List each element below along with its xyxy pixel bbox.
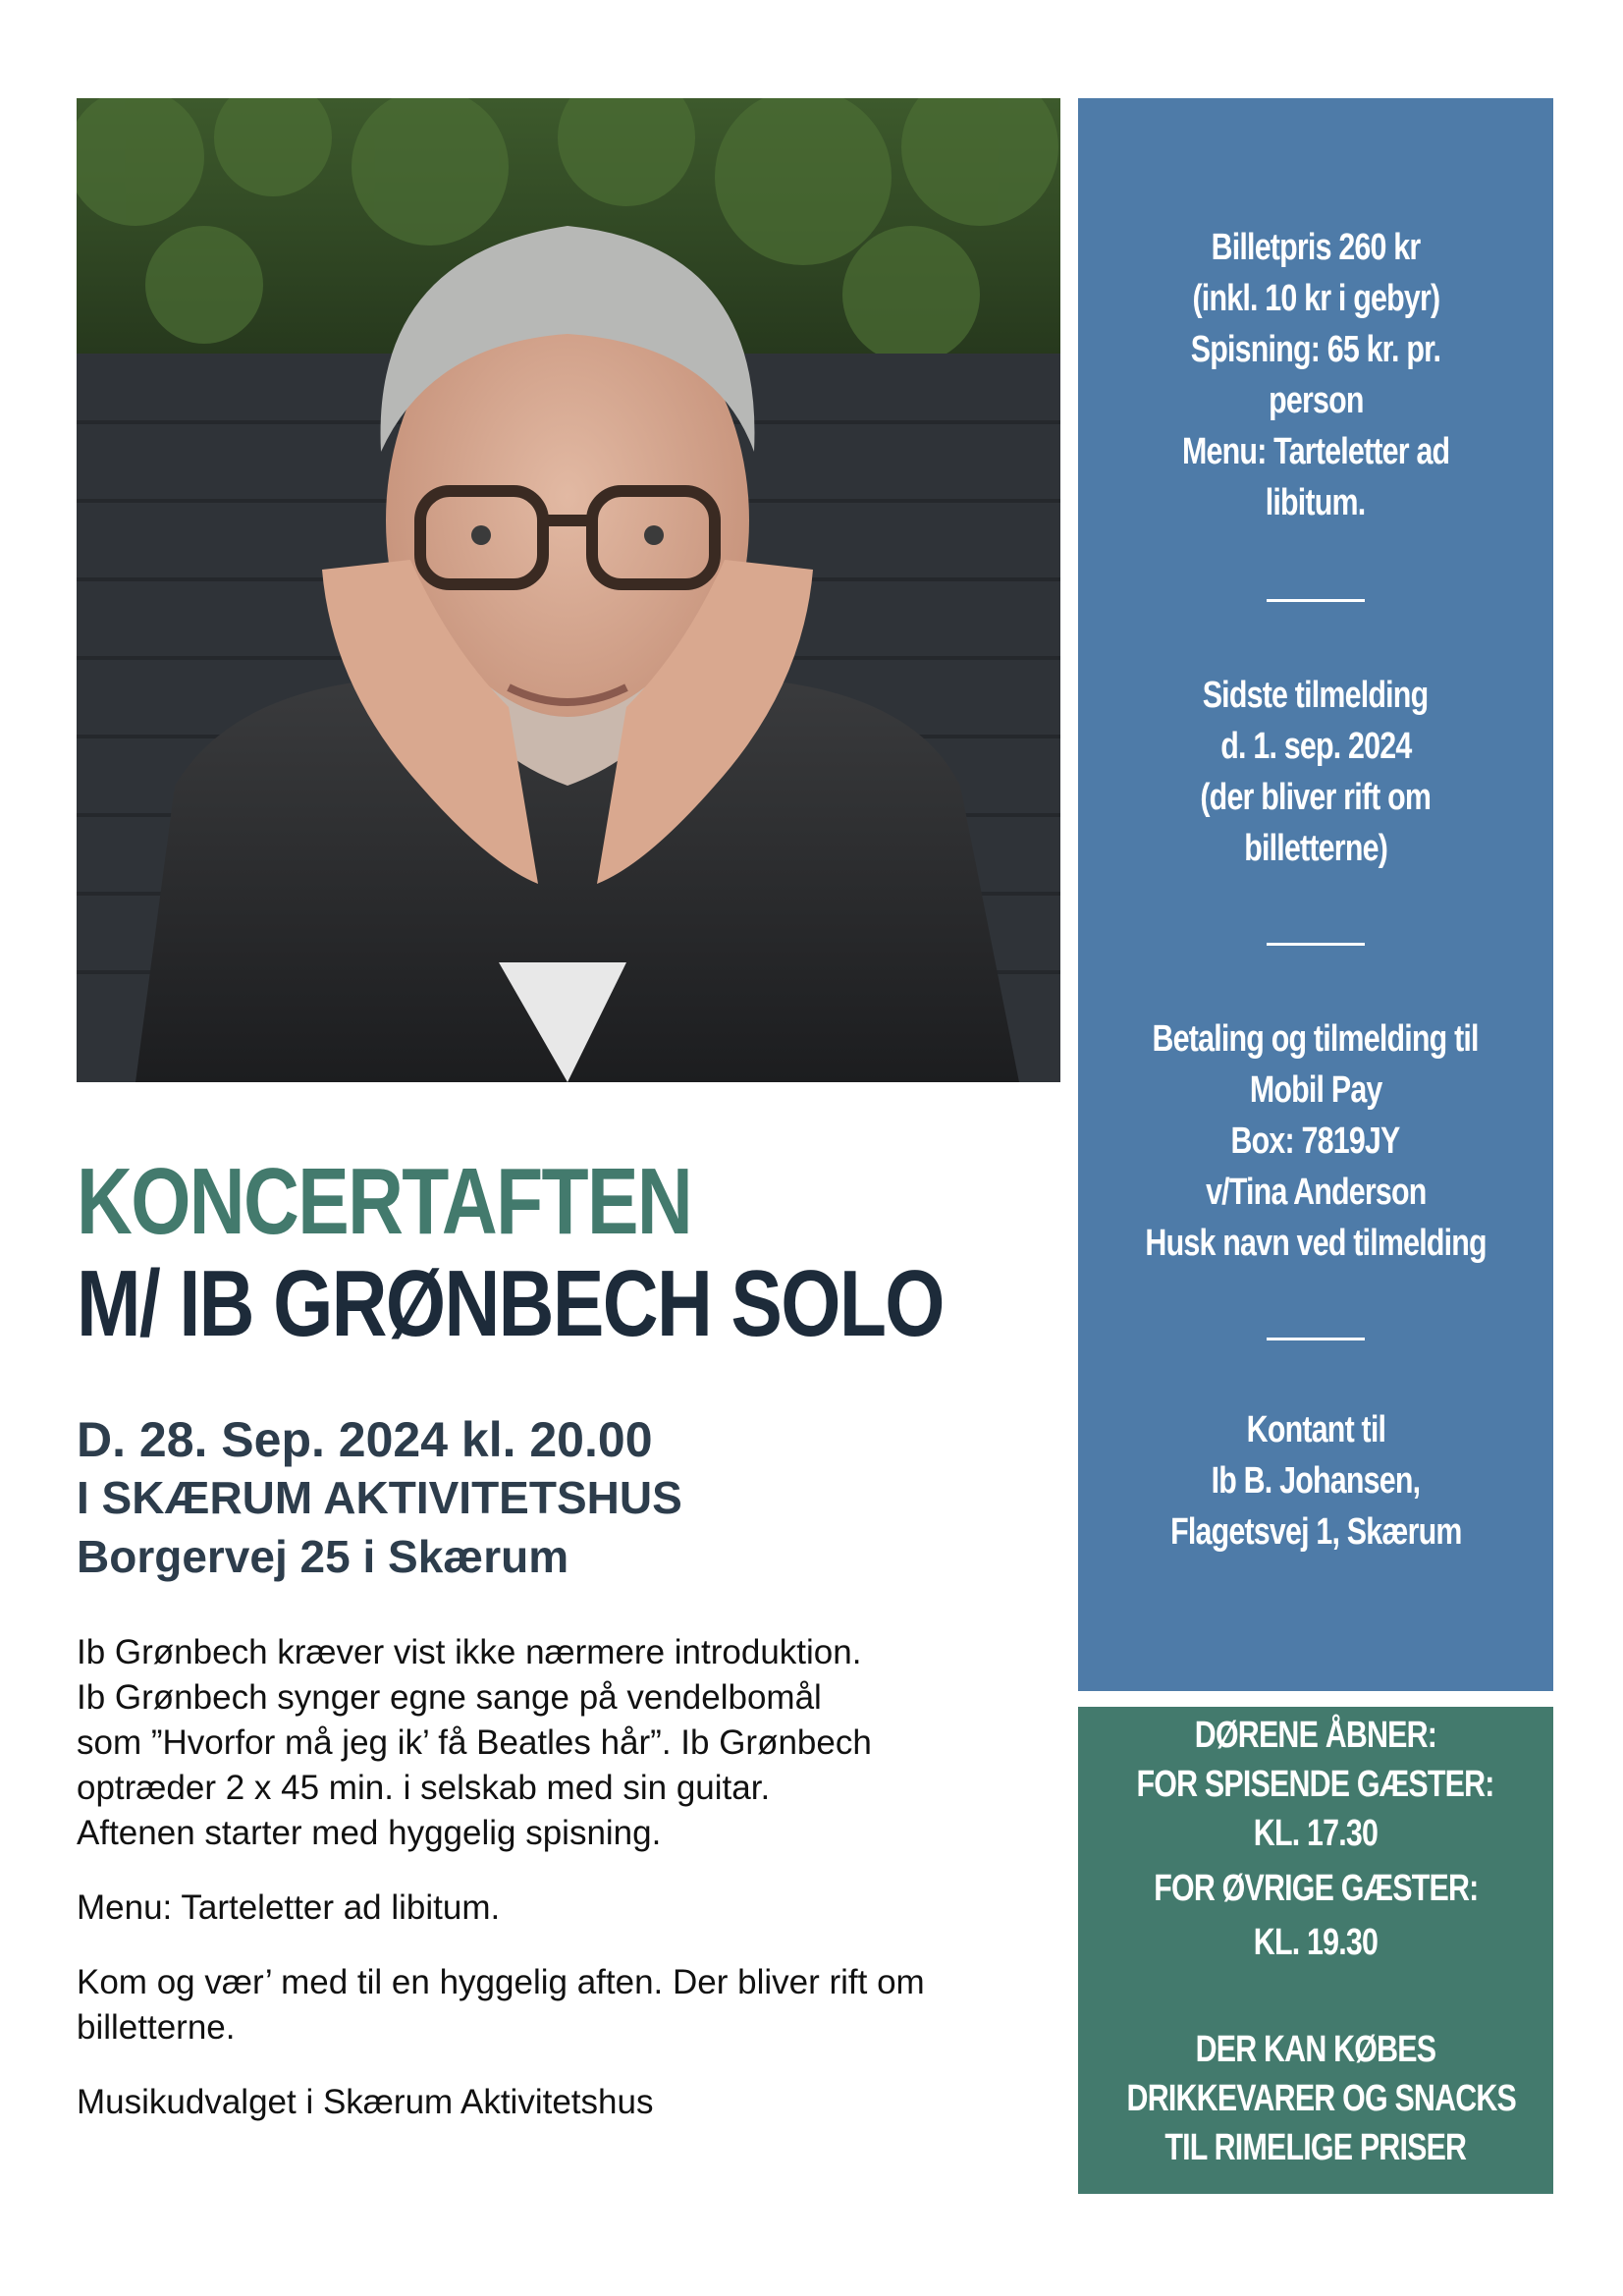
divider bbox=[1267, 1338, 1365, 1340]
divider bbox=[1267, 599, 1365, 602]
event-description bbox=[77, 1630, 1058, 2155]
deadline-block: Sidste tilmelding d. 1. sep. 2024 (der bliver rift om billetterne) bbox=[1200, 675, 1432, 869]
portrait-photo bbox=[77, 98, 1060, 1082]
others-time-block: KL. 19.30 bbox=[1253, 1922, 1379, 1963]
event-venue: I SKÆRUM AKTIVITETSHUS bbox=[77, 1472, 682, 1523]
drinks-note-block: DER KAN KØBES DRIKKEVARER OG SNACKS TIL RIMELIGE PRISER bbox=[1126, 2029, 1517, 2168]
headline-line-1: KONCERTAFTEN bbox=[77, 1149, 692, 1254]
cash-block: Kontant til Ib B. Johansen, Flagetsvej 1, Skærum bbox=[1169, 1409, 1462, 1553]
event-details bbox=[77, 1410, 1058, 1587]
description-paragraph-1: Ib Grønbech kræver vist ikke nærmere introduktion. Ib Grønbech synger egne sange på vendelbomål som ”Hvorfor må jeg ik’ få Beatles hår”. Ib Grønbech optræder 2 x 45 min. i selskab med sin guitar. Aftenen starter med hyggelig spisning. bbox=[77, 1633, 872, 1852]
event-headline bbox=[77, 1149, 944, 1356]
payment-block: Betaling og tilmelding til Mobil Pay Box: 7819JY v/Tina Anderson Husk navn ved tilmelding bbox=[1145, 1018, 1487, 1264]
doors-heading-block: DØRENE ÅBNER: FOR SPISENDE GÆSTER: KL. 17.30 bbox=[1136, 1715, 1495, 1854]
description-paragraph-4: Musikudvalget i Skærum Aktivitetshus bbox=[77, 2083, 654, 2121]
info-panel bbox=[1078, 98, 1553, 1691]
event-address: Borgervej 25 i Skærum bbox=[77, 1531, 569, 1582]
pricing-block: Billetpris 260 kr (inkl. 10 kr i gebyr) Spisning: 65 kr. pr. person Menu: Tarteletter ad libitum. bbox=[1181, 227, 1450, 523]
event-date: D. 28. Sep. 2024 kl. 20.00 bbox=[77, 1412, 653, 1467]
headline-line-2: M/ IB GRØNBECH SOLO bbox=[77, 1251, 944, 1356]
description-paragraph-2: Menu: Tarteletter ad libitum. bbox=[77, 1888, 501, 1927]
divider bbox=[1267, 943, 1365, 946]
description-paragraph-3: Kom og vær’ med til en hyggelig aften. Der bliver rift om billetterne. bbox=[77, 1963, 925, 2047]
doors-panel bbox=[1078, 1707, 1553, 2194]
others-block: FOR ØVRIGE GÆSTER: bbox=[1153, 1868, 1479, 1909]
